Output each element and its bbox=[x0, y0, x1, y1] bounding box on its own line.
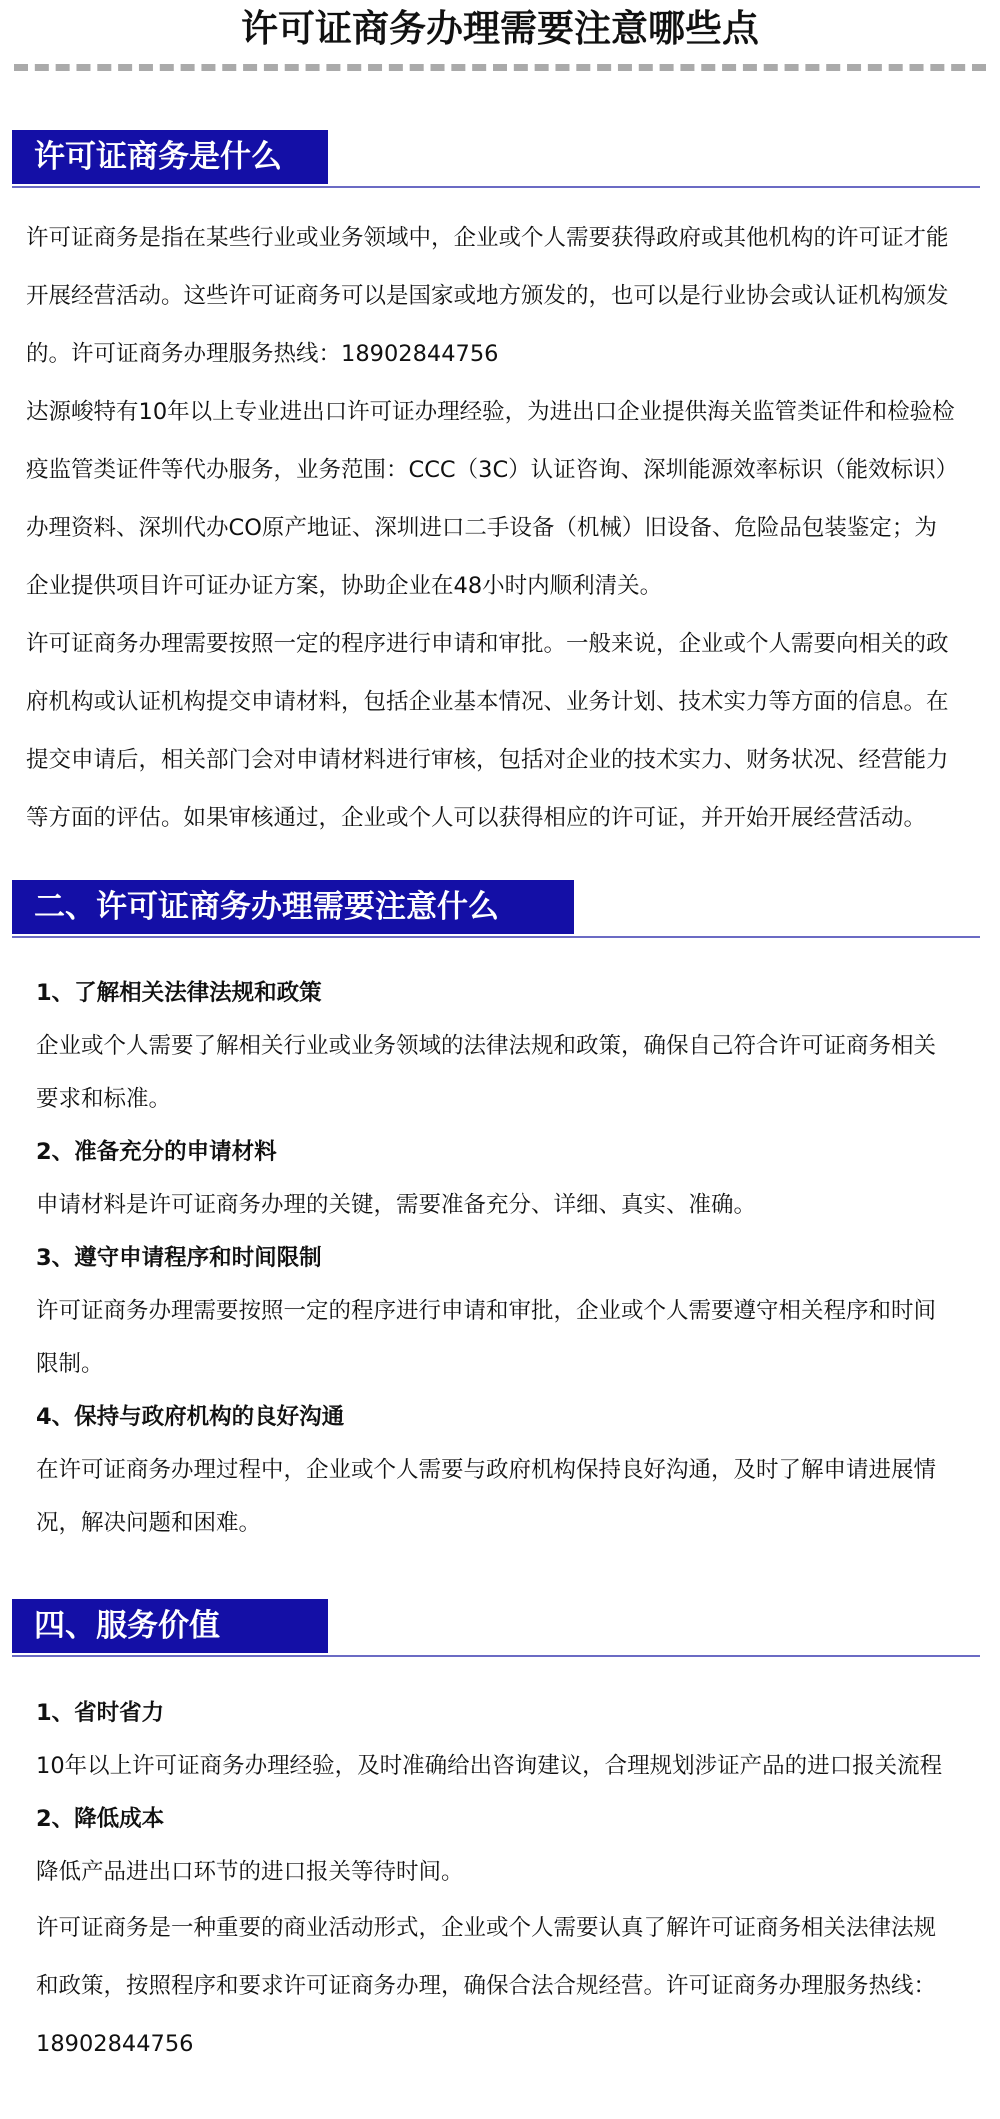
para3-line3: 提交申请后，相关部门会对申请材料进行审核，包括对企业的技术实力、财务状况、经营能力 bbox=[26, 747, 949, 773]
para1-line3: 的。许可证商务办理服务热线：18902844756 bbox=[26, 341, 499, 367]
section-heading: 四、服务价值 bbox=[12, 1599, 328, 1653]
item-title: 2、降低成本 bbox=[36, 1806, 165, 1832]
section-header bbox=[12, 1599, 980, 1657]
item-text: 申请材料是许可证商务办理的关键，需要准备充分、详细、真实、准确。 bbox=[36, 1192, 757, 1218]
section-header bbox=[12, 130, 980, 188]
closing-line2: 和政策，按照程序和要求许可证商务办理，确保合法合规经营。许可证商务办理服务热线： bbox=[36, 1973, 937, 1999]
page-title: 许可证商务办理需要注意哪些点 bbox=[241, 7, 759, 50]
para1-line1: 许可证商务是指在某些行业或业务领域中，企业或个人需要获得政府或其他机构的许可证才能 bbox=[26, 225, 949, 251]
item-text: 要求和标准。 bbox=[36, 1086, 172, 1112]
para3-line2: 府机构或认证机构提交申请材料，包括企业基本情况、业务计划、技术实力等方面的信息。在 bbox=[26, 689, 949, 715]
item-title: 1、了解相关法律法规和政策 bbox=[36, 980, 322, 1006]
section-value bbox=[0, 1599, 1000, 1657]
item-text: 况，解决问题和困难。 bbox=[36, 1510, 262, 1536]
section2-body bbox=[36, 967, 976, 1550]
item-text: 降低产品进出口环节的进口报关等待时间。 bbox=[36, 1859, 464, 1885]
item-title: 2、准备充分的申请材料 bbox=[36, 1139, 277, 1165]
section1-body bbox=[26, 209, 976, 847]
para1-line2: 开展经营活动。这些许可证商务可以是国家或地方颁发的，也可以是行业协会或认证机构颁发 bbox=[26, 283, 949, 309]
item-text: 限制。 bbox=[36, 1351, 104, 1377]
item-text: 在许可证商务办理过程中，企业或个人需要与政府机构保持良好沟通，及时了解申请进展情 bbox=[36, 1457, 937, 1483]
item-title: 3、遵守申请程序和时间限制 bbox=[36, 1245, 322, 1271]
section3-body bbox=[36, 1687, 976, 2073]
item-title: 1、省时省力 bbox=[36, 1700, 165, 1726]
section-heading: 二、许可证商务办理需要注意什么 bbox=[12, 880, 574, 934]
para2-line3: 办理资料、深圳代办CO原产地证、深圳进口二手设备（机械）旧设备、危险品包装鉴定；为 bbox=[26, 515, 937, 541]
section-notes bbox=[0, 880, 1000, 938]
item-title: 4、保持与政府机构的良好沟通 bbox=[36, 1404, 345, 1430]
dashed-divider bbox=[14, 64, 986, 71]
item-text: 许可证商务办理需要按照一定的程序进行申请和审批，企业或个人需要遵守相关程序和时间 bbox=[36, 1298, 937, 1324]
item-text: 10年以上许可证商务办理经验，及时准确给出咨询建议，合理规划涉证产品的进口报关流程 bbox=[36, 1753, 943, 1779]
section-what-is bbox=[0, 130, 1000, 188]
section-header bbox=[12, 880, 980, 938]
para3-line1: 许可证商务办理需要按照一定的程序进行申请和审批。一般来说，企业或个人需要向相关的政 bbox=[26, 631, 949, 657]
section-heading: 许可证商务是什么 bbox=[12, 130, 328, 184]
para2-line2: 疫监管类证件等代办服务，业务范围：CCC（3C）认证咨询、深圳能源效率标识（能效标识） bbox=[26, 457, 959, 483]
item-text: 企业或个人需要了解相关行业或业务领域的法律法规和政策，确保自己符合许可证商务相关 bbox=[36, 1033, 937, 1059]
para2-line1: 达源峻特有10年以上专业进出口许可证办理经验，为进出口企业提供海关监管类证件和检验检 bbox=[26, 399, 955, 425]
para3-line4: 等方面的评估。如果审核通过，企业或个人可以获得相应的许可证，并开始开展经营活动。 bbox=[26, 805, 927, 831]
closing-line3: 18902844756 bbox=[36, 2031, 194, 2057]
closing-line1: 许可证商务是一种重要的商业活动形式，企业或个人需要认真了解许可证商务相关法律法规 bbox=[36, 1915, 937, 1941]
para2-line4: 企业提供项目许可证办证方案，协助企业在48小时内顺利清关。 bbox=[26, 573, 663, 599]
